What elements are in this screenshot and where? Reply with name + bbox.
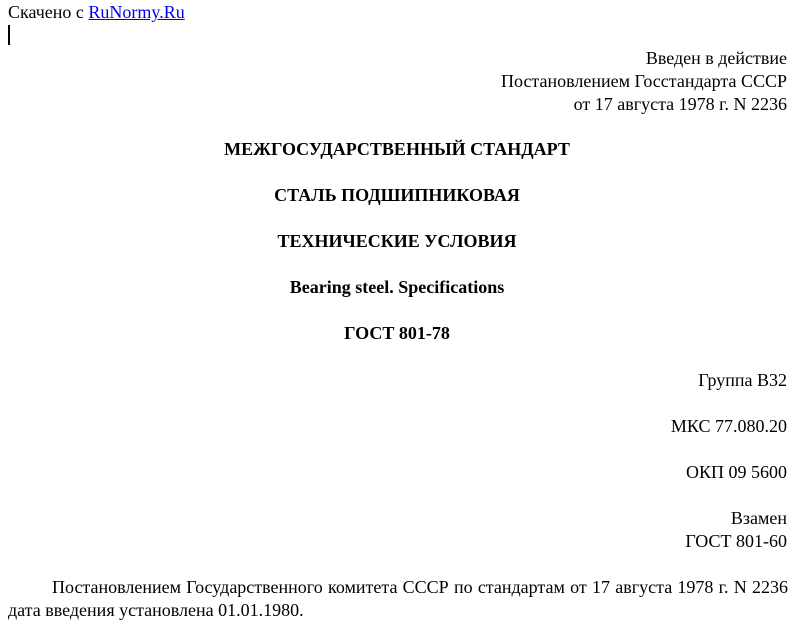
replaces-block — [685, 507, 787, 553]
replaces-code: ГОСТ 801-60 — [685, 531, 787, 551]
document-title: СТАЛЬ ПОДШИПНИКОВАЯ — [274, 185, 520, 205]
okp-code: ОКП 09 5600 — [685, 462, 787, 482]
introduced-line-1: Введен в действие — [645, 48, 787, 68]
introduced-line-3: от 17 августа 1978 г. N 2236 — [573, 94, 787, 114]
standard-type-heading: МЕЖГОСУДАРСТВЕННЫЙ СТАНДАРТ — [224, 139, 570, 159]
download-prefix: Скачено с — [8, 2, 84, 22]
text-cursor — [8, 25, 10, 45]
group-label: Группа В32 — [698, 370, 787, 390]
mks-code: МКС 77.080.20 — [670, 416, 787, 436]
introduced-line-2: Постановлением Госстандарта СССР — [501, 71, 787, 91]
enactment-paragraph: Постановлением Государственного комитета СССР по стандартам от 17 августа 1978 г. N 2236 дата введения установлена 01.01.1980. — [8, 577, 788, 620]
document-subtitle: ТЕХНИЧЕСКИЕ УСЛОВИЯ — [277, 231, 517, 251]
replaces-label: Взамен — [730, 508, 787, 528]
download-source-line — [8, 2, 185, 23]
introduced-block — [501, 47, 787, 116]
gost-code: ГОСТ 801-78 — [344, 323, 450, 343]
english-title: Bearing steel. Specifications — [289, 277, 505, 297]
runormy-link[interactable]: RuNormy.Ru — [88, 2, 185, 22]
